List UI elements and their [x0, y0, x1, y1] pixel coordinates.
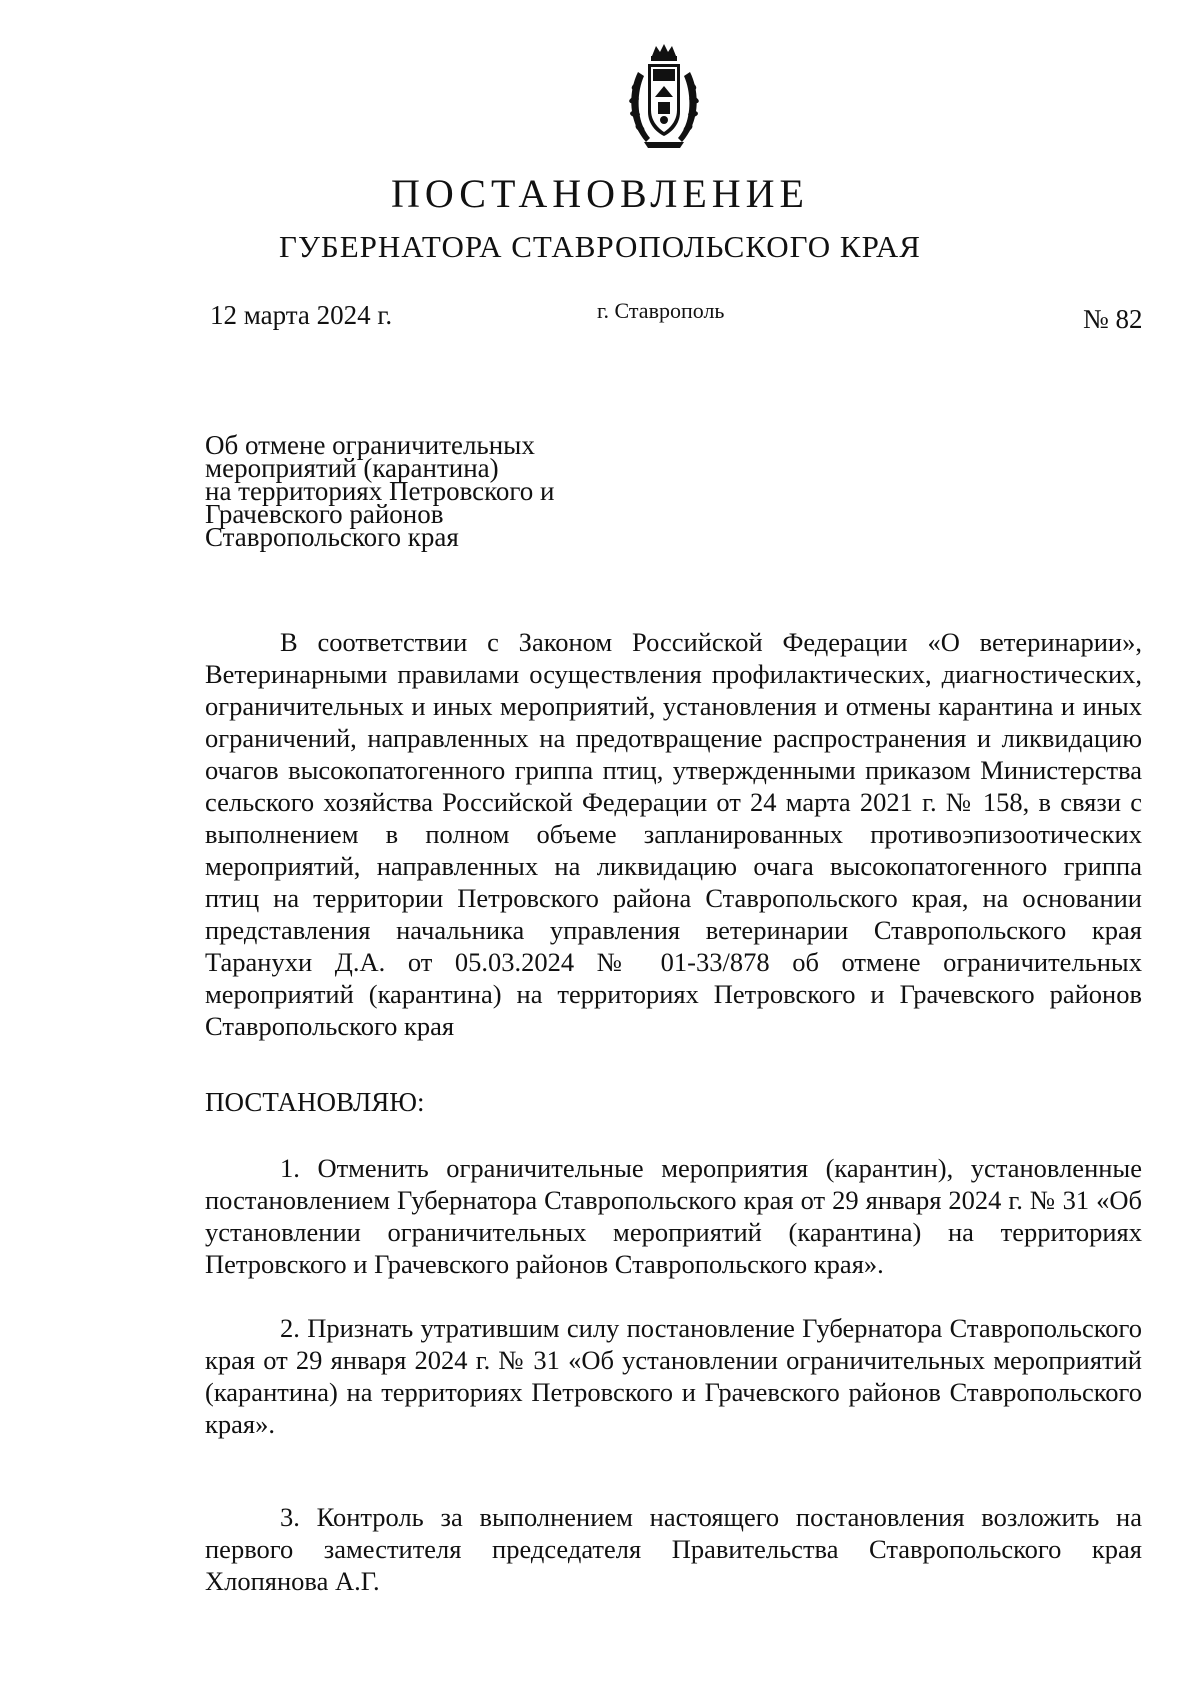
- subject-line: Ставропольского края: [205, 522, 459, 552]
- document-type-title: ПОСТАНОВЛЕНИЕ: [391, 171, 809, 216]
- decree-item-2: 2. Признать утратившим силу постановление Губернатора Ставропольского края от 29 января 2024 г. № 31 «Об установлении ограничительных мероприятий (карантина) на территориях Петровского и Грачевского районов Ставропольского края».: [205, 1313, 1142, 1439]
- document-subject: [205, 430, 555, 552]
- document-date: 12 марта 2024 г.: [210, 300, 393, 330]
- preamble-paragraph: В соответствии с Законом Российской Федерации «О ветеринарии», Ветеринарными правилами осуществления профилактических, диагностических, ограничительных и иных мероприятий, установления и отмены карантина и иных ограничений, направленных на предотвращение распространения и ликвидацию очагов высокопатогенного гриппа птиц, утвержденными приказом Министерства сельского хозяйства Российской Федерации от 24 марта 2021 г. № 158, в связи с выполнением в полном объеме запланированных противоэпизоотических мероприятий, направленных на ликвидацию очага высокопатогенного гриппа птиц на территории Петровского района Ставропольского края, на основании представления начальника управления ветеринарии Ставропольского края Таранухи Д.А. от 05.03.2024 № 01-33/878 об отмене ограничительных мероприятий (карантина) на территориях Петровского и Грачевского районов Ставропольского края: [205, 627, 1142, 1041]
- subject-line: на территориях Петровского и: [205, 476, 555, 506]
- subject-line: мероприятий (карантина): [205, 453, 499, 483]
- document-city: г. Ставрополь: [597, 298, 725, 323]
- decree-item-3: 3. Контроль за выполнением настоящего постановления возложить на первого заместителя председателя Правительства Ставропольского края Хлопянова А.Г.: [205, 1502, 1142, 1596]
- issuer-title: ГУБЕРНАТОРА СТАВРОПОЛЬСКОГО КРАЯ: [279, 229, 921, 264]
- decree-item-1: 1. Отменить ограничительные мероприятия (карантин), установленные постановлением Губернатора Ставропольского края от 29 января 2024 г. № 31 «Об установлении ограничительных мероприятий (карантина) на территориях Петровского и Грачевского районов Ставропольского края».: [205, 1153, 1142, 1279]
- subject-line: Грачевского районов: [205, 499, 444, 529]
- decree-word: ПОСТАНОВЛЯЮ:: [205, 1087, 425, 1117]
- subject-line: Об отмене ограничительных: [205, 430, 535, 460]
- coat-of-arms-icon: [624, 42, 704, 152]
- document-number: № 82: [1083, 304, 1143, 334]
